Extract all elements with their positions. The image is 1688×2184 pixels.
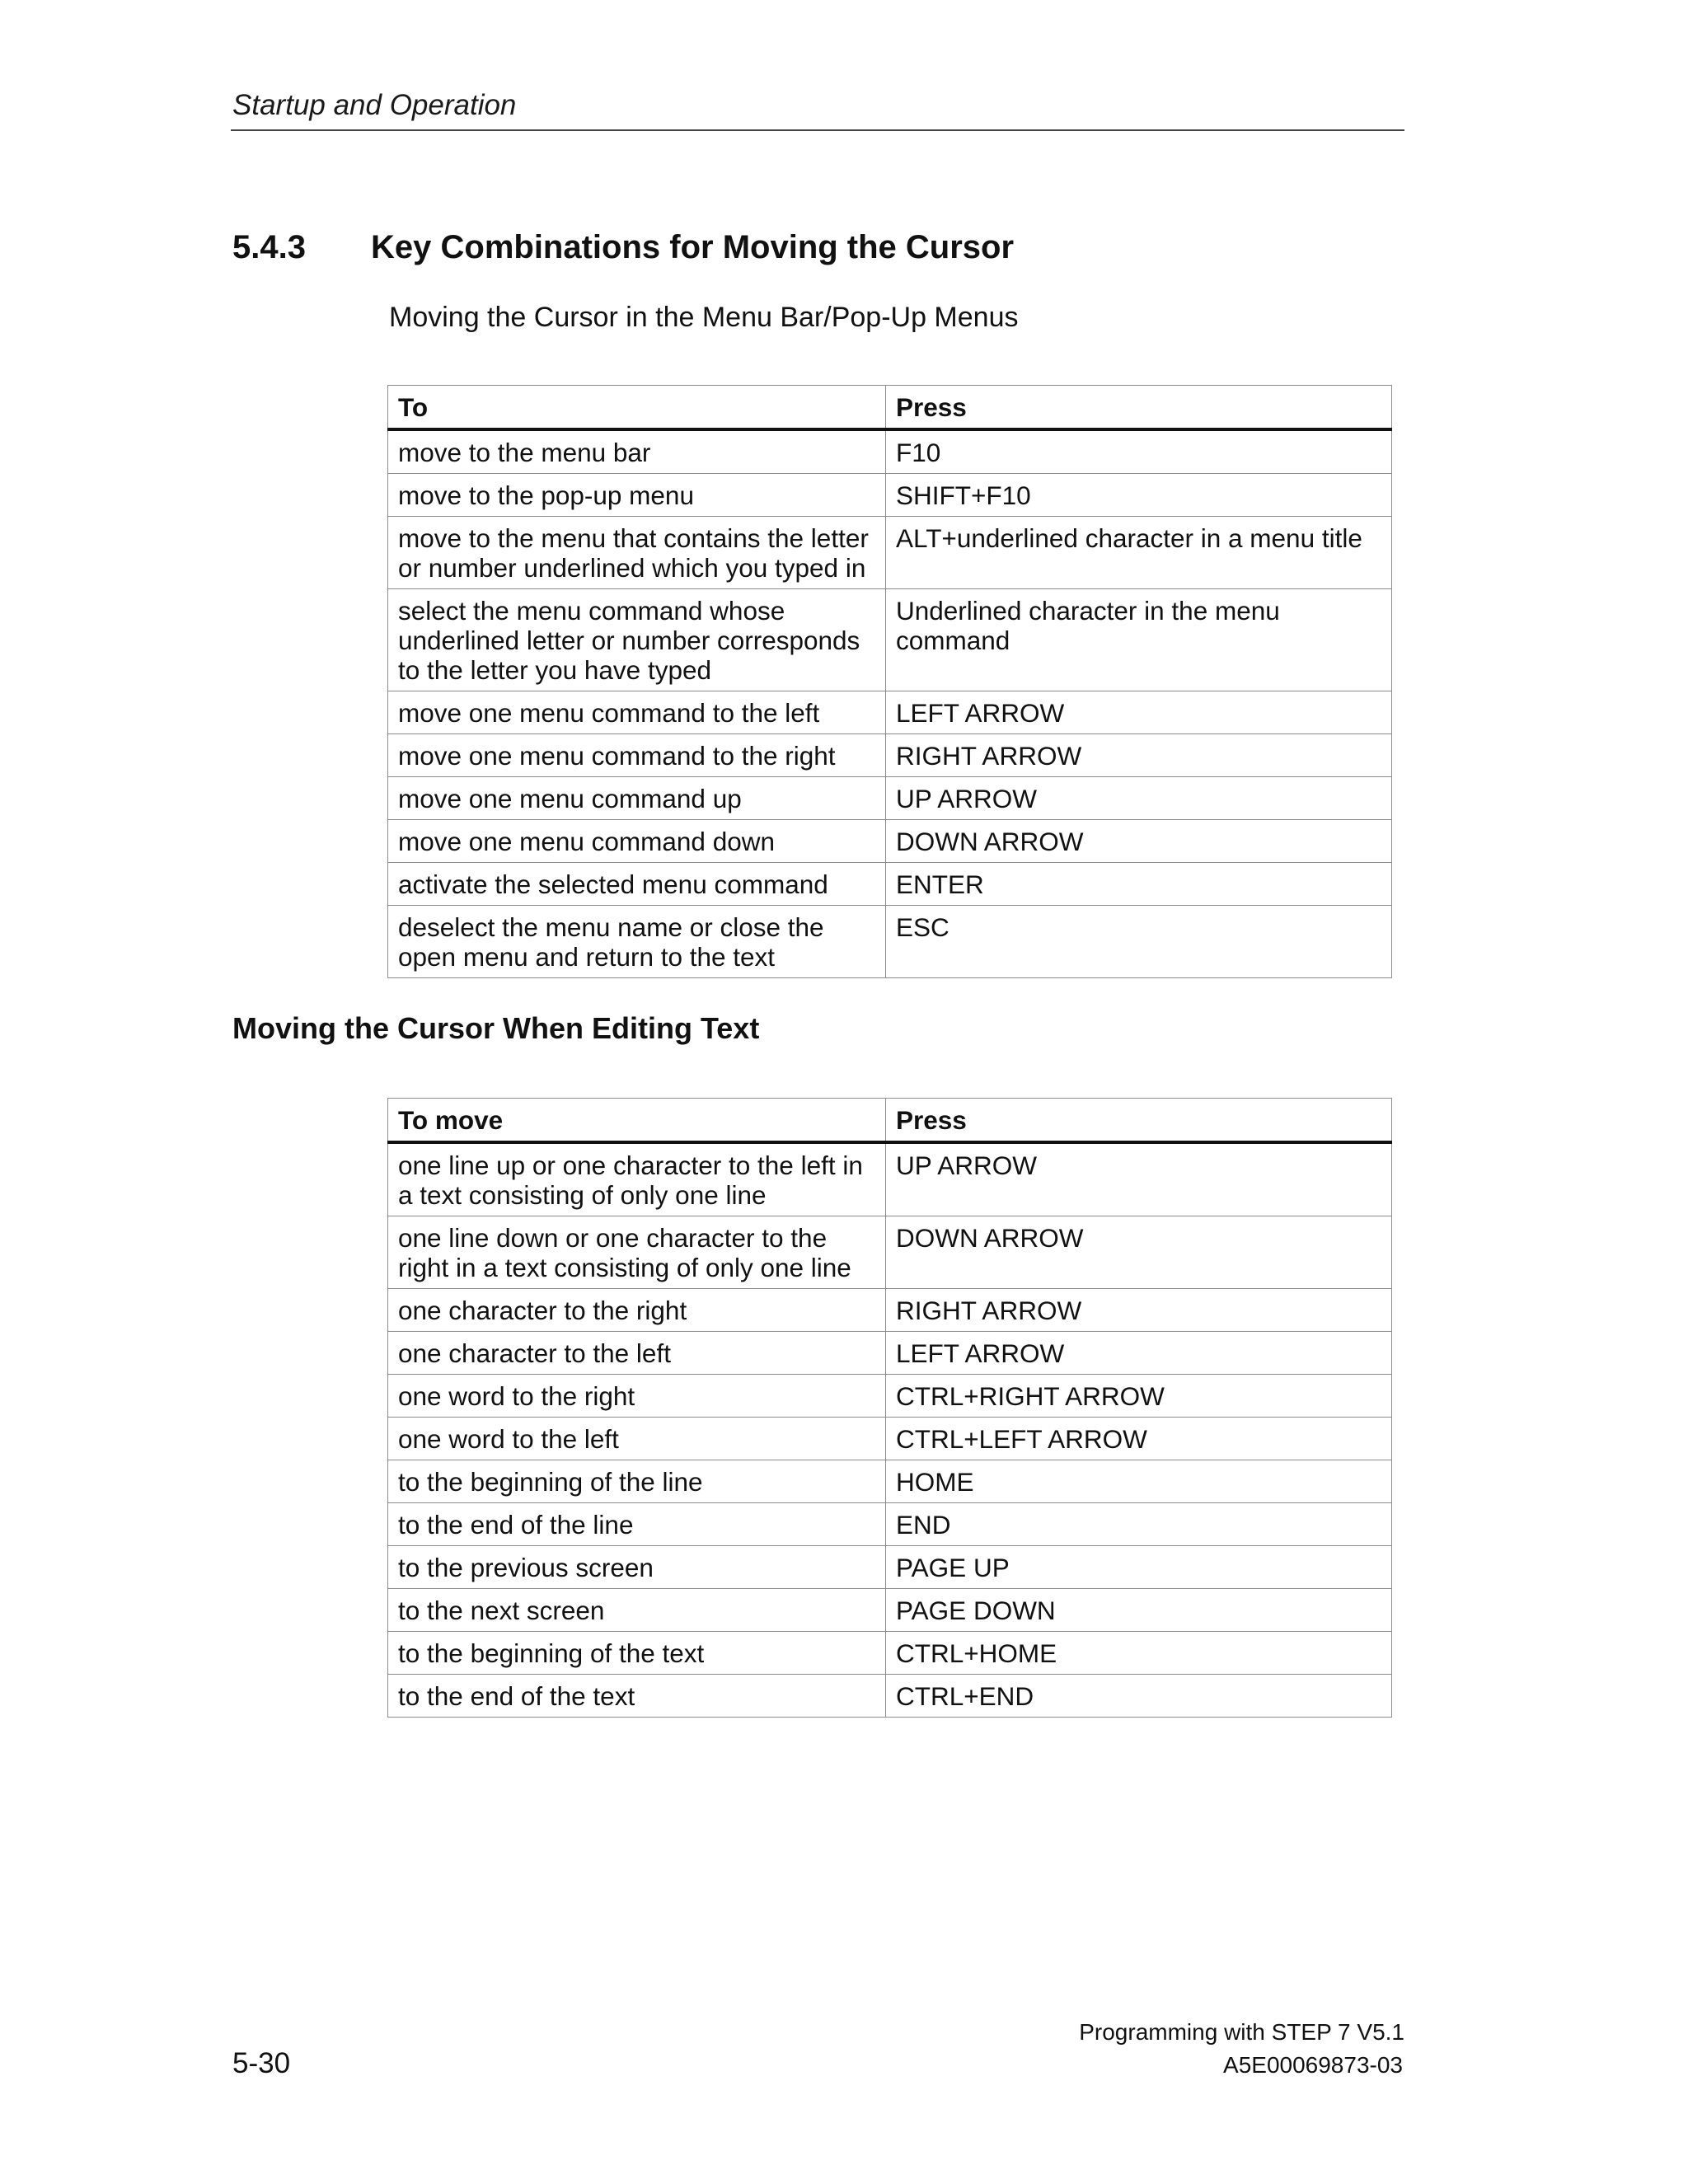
action-cell: move one menu command down [388,820,886,863]
table-row [388,1589,1392,1632]
table-row [388,1503,1392,1546]
table-row [388,777,1392,820]
section-number: 5.4.3 [232,229,306,265]
table-row [388,1632,1392,1675]
table-row [388,1675,1392,1718]
footer-book-title: Programming with STEP 7 V5.1 [1079,2019,1404,2045]
table-header-row [388,1099,1392,1143]
action-cell: move one menu command to the right [388,734,886,777]
action-cell: select the menu command whose underlined letter or number corresponds to the letter you have typed [388,589,886,691]
action-cell: move to the menu bar [388,429,886,474]
menu-table-intro: Moving the Cursor in the Menu Bar/Pop-Up Menus [389,302,1019,333]
action-cell: to the previous screen [388,1546,886,1589]
section-title: Key Combinations for Moving the Cursor [371,229,1015,265]
key-cell: PAGE DOWN [886,1589,1392,1632]
key-cell: ENTER [886,863,1392,906]
action-cell: one character to the right [388,1289,886,1332]
section-heading [232,229,1014,266]
table-header-row [388,386,1392,430]
table-row [388,1546,1392,1589]
key-cell: CTRL+LEFT ARROW [886,1418,1392,1460]
table-row [388,1332,1392,1375]
subsection-heading: Moving the Cursor When Editing Text [232,1011,760,1045]
action-cell: one line up or one character to the left in a text consisting of only one line [388,1142,886,1216]
action-cell: move to the menu that contains the letter or number underlined which you typed in [388,517,886,589]
table-row [388,1460,1392,1503]
menu-cursor-table [387,385,1392,978]
key-cell: RIGHT ARROW [886,1289,1392,1332]
key-cell: CTRL+END [886,1675,1392,1718]
footer-doc-number: A5E00069873-03 [1223,2052,1403,2078]
action-cell: to the end of the text [388,1675,886,1718]
action-cell: one character to the left [388,1332,886,1375]
key-cell: RIGHT ARROW [886,734,1392,777]
table-row [388,1375,1392,1418]
table-row [388,906,1392,978]
column-header-to: To [388,386,886,430]
table-row [388,474,1392,517]
key-cell: ALT+underlined character in a menu title [886,517,1392,589]
action-cell: one word to the right [388,1375,886,1418]
action-cell: one word to the left [388,1418,886,1460]
table-row [388,691,1392,734]
key-cell: HOME [886,1460,1392,1503]
table-row [388,589,1392,691]
key-cell: Underlined character in the menu command [886,589,1392,691]
action-cell: move to the pop-up menu [388,474,886,517]
column-header-press: Press [886,386,1392,430]
action-cell: activate the selected menu command [388,863,886,906]
table-row [388,517,1392,589]
column-header-to-move: To move [388,1099,886,1143]
table-row [388,820,1392,863]
action-cell: to the beginning of the text [388,1632,886,1675]
key-cell: LEFT ARROW [886,1332,1392,1375]
key-cell: UP ARROW [886,777,1392,820]
key-cell: PAGE UP [886,1546,1392,1589]
table-row [388,1216,1392,1289]
key-cell: CTRL+RIGHT ARROW [886,1375,1392,1418]
action-cell: deselect the menu name or close the open menu and return to the text [388,906,886,978]
key-cell: END [886,1503,1392,1546]
action-cell: one line down or one character to the right in a text consisting of only one line [388,1216,886,1289]
key-cell: F10 [886,429,1392,474]
running-header: Startup and Operation [232,89,517,121]
key-cell: DOWN ARROW [886,1216,1392,1289]
table-row [388,734,1392,777]
column-header-press: Press [886,1099,1392,1143]
table-row [388,429,1392,474]
key-cell: UP ARROW [886,1142,1392,1216]
key-cell: DOWN ARROW [886,820,1392,863]
header-rule [231,129,1404,131]
action-cell: to the beginning of the line [388,1460,886,1503]
key-cell: LEFT ARROW [886,691,1392,734]
table-row [388,1142,1392,1216]
action-cell: to the end of the line [388,1503,886,1546]
key-cell: CTRL+HOME [886,1632,1392,1675]
key-cell: ESC [886,906,1392,978]
table-row [388,863,1392,906]
page-number: 5-30 [232,2047,291,2079]
text-cursor-table [387,1098,1392,1718]
action-cell: move one menu command up [388,777,886,820]
table-row [388,1289,1392,1332]
table-row [388,1418,1392,1460]
action-cell: to the next screen [388,1589,886,1632]
action-cell: move one menu command to the left [388,691,886,734]
key-cell: SHIFT+F10 [886,474,1392,517]
